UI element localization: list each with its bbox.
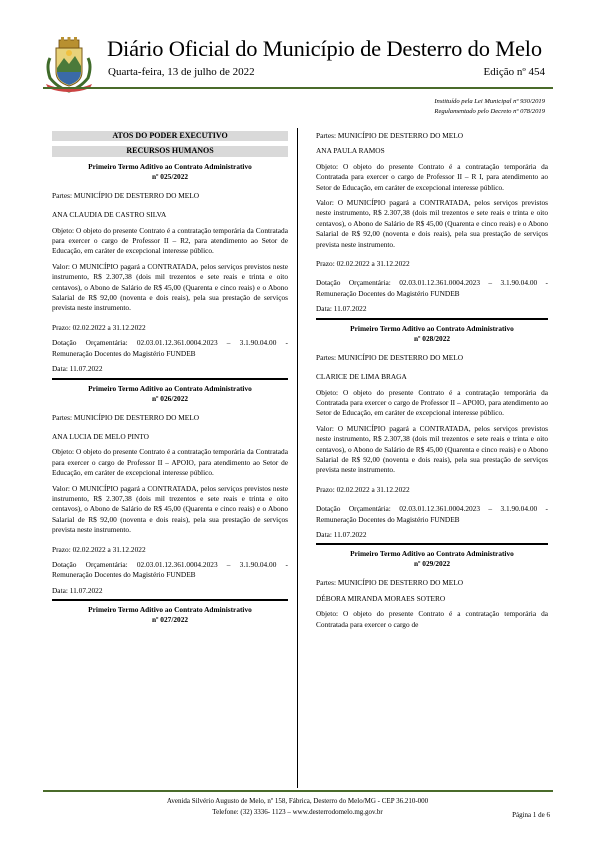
budget-allocation: Dotação Orçamentária: 02.03.01.12.361.0004.2023 – 3.1.90.04.00 - Remuneração Docentes do Magistério FUNDEB [52, 338, 288, 358]
contract-title: Primeiro Termo Aditivo ao Contrato Administrativo [88, 605, 252, 615]
page-number: Página 1 de 6 [512, 811, 550, 819]
contract-parties: Partes: MUNICÍPIO DE DESTERRO DO MELO [316, 131, 464, 140]
column-divider [297, 128, 298, 788]
contract-object: Objeto: O objeto do presente Contrato é a contratação temporária da Contratada para exercer o cargo de Professor II – APOIO, para atendimento ao Setor de Educação, em caráter de excepcional interesse público. [316, 387, 548, 418]
contract-object: Objeto: O objeto do presente Contrato é a contratação temporária da Contratada para exercer o cargo de Professor II – APOIO, para atendimento ao Setor de Educação, em caráter de excepcional interesse público. [52, 447, 288, 478]
contract-object: Objeto: O objeto do presente Contrato é a contratação temporária da Contratada para exercer o cargo de [316, 609, 548, 629]
contractor-name: DÉBORA MIRANDA MORAES SOTERO [316, 593, 446, 603]
contract-number: nº 026/2022 [151, 393, 189, 403]
contract-term: Prazo: 02.02.2022 a 31.12.2022 [316, 484, 410, 494]
institution-law: Instituído pela Lei Municipal nº 930/2019 [434, 98, 545, 105]
contractor-name: CLARICE DE LIMA BRAGA [316, 372, 407, 382]
contract-parties: Partes: MUNICÍPIO DE DESTERRO DO MELO [316, 352, 464, 362]
contract-value: Valor: O MUNICÍPIO pagará a CONTRATADA, pelos serviços previstos neste instrumento, R$ 2.307,38 (dois mil trezentos e sete reais e trinta e oito centavos), o Abono de Salário de R$ 45,00 (Quarenta e cinco reais) e o Abono Salarial de R$ 92,00 (noventa e dois reais), pela sua prestação de serviços prevista neste instrumento. [52, 483, 288, 535]
contract-term: Prazo: 02.02.2022 a 31.12.2022 [52, 322, 146, 332]
coat-of-arms-icon [40, 36, 98, 94]
contract-parties: Partes: MUNICÍPIO DE DESTERRO DO MELO [316, 578, 464, 588]
contract-date: Data: 11.07.2022 [52, 585, 103, 595]
contract-title: Primeiro Termo Aditivo ao Contrato Administrativo [88, 383, 252, 393]
left-column [52, 131, 288, 625]
contract-title: Primeiro Termo Aditivo ao Contrato Administrativo [350, 323, 514, 333]
contract-title: Primeiro Termo Aditivo ao Contrato Administrativo [350, 549, 514, 559]
contractor-name: ANA PAULA RAMOS [316, 146, 385, 156]
footer-contact: Telefone: (32) 3336- 1123 – www.desterrodomelo.mg.gov.br [212, 808, 383, 816]
budget-allocation: Dotação Orçamentária: 02.03.01.12.361.0004.2023 – 3.1.90.04.00 - Remuneração Docentes do Magistério FUNDEB [316, 504, 548, 524]
contract-date: Data: 11.07.2022 [52, 364, 103, 374]
contract-parties: Partes: MUNICÍPIO DE DESTERRO DO MELO [52, 190, 200, 200]
footer-address: Avenida Silvério Augusto de Melo, nº 158, Fábrica, Desterro do Melo/MG - CEP 36.210-000 [166, 797, 429, 805]
budget-allocation: Dotação Orçamentária: 02.03.01.12.361.0004.2023 – 3.1.90.04.00 - Remuneração Docentes do Magistério FUNDEB [316, 278, 548, 298]
contract-term: Prazo: 02.02.2022 a 31.12.2022 [52, 544, 146, 554]
issue-date: Quarta-feira, 13 de julho de 2022 [108, 66, 255, 78]
newspaper-title: Diário Oficial do Município de Desterro do Melo [107, 36, 542, 61]
budget-allocation: Dotação Orçamentária: 02.03.01.12.361.0004.2023 – 3.1.90.04.00 - Remuneração Docentes do Magistério FUNDEB [52, 559, 288, 580]
contract-number: nº 025/2022 [151, 171, 189, 181]
contract-number: nº 027/2022 [151, 615, 189, 625]
contractor-name: ANA CLAUDIA DE CASTRO SILVA [52, 210, 167, 220]
section-subheading: RECURSOS HUMANOS [52, 146, 288, 156]
institution-decree: Regulamentado pelo Decreto nº 078/2019 [434, 108, 545, 115]
right-column [316, 131, 548, 630]
section-heading: ATOS DO PODER EXECUTIVO [52, 131, 288, 141]
footer-rule [43, 790, 553, 792]
contractor-name: ANA LUCIA DE MELO PINTO [52, 431, 149, 441]
header-rule [43, 87, 553, 89]
contract-parties: Partes: MUNICÍPIO DE DESTERRO DO MELO [52, 412, 200, 422]
contract-object: Objeto: O objeto do presente Contrato é a contratação temporária da Contratada para exercer o cargo de Professor II – R I, para atendimento ao Setor de Educação, em caráter de excepcional interesse público. [316, 161, 548, 192]
contract-value: Valor: O MUNICÍPIO pagará a CONTRATADA, pelos serviços previstos neste instrumento, R$ 2.307,38 (dois mil trezentos e sete reais e trinta e oito centavos), o Abono de Salário de R$ 45,00 (Quarenta e cinco reais) e o Abono Salarial de R$ 92,00 (noventa e dois reais), pela sua prestação de serviços prevista neste instrumento. [316, 423, 548, 475]
contract-title: Primeiro Termo Aditivo ao Contrato Administrativo [88, 161, 252, 171]
edition-number: Edição nº 454 [483, 66, 545, 78]
contract-value: Valor: O MUNICÍPIO pagará a CONTRATADA, pelos serviços previstos neste instrumento, R$ 2.307,38 (dois mil trezentos e sete reais e trinta e oito centavos), o Abono de Salário de R$ 45,00 (Quarenta e cinco reais) e o Abono Salarial de R$ 92,00 (noventa e dois reais), pela sua prestação de serviços prevista neste instrumento. [316, 198, 548, 249]
contract-date: Data: 11.07.2022 [316, 304, 367, 314]
contract-object: Objeto: O objeto do presente Contrato é a contratação temporária da Contratada para exercer o cargo de Professor II – R2, para atendimento ao Setor de Educação, em caráter de excepcional interesse público. [52, 225, 288, 256]
contract-term: Prazo: 02.02.2022 a 31.12.2022 [316, 259, 410, 269]
contract-date: Data: 11.07.2022 [316, 529, 367, 539]
contract-number: nº 029/2022 [413, 559, 451, 569]
contract-value: Valor: O MUNICÍPIO pagará a CONTRATADA, pelos serviços previstos neste instrumento, R$ 2.307,38 (dois mil trezentos e sete reais e trinta e oito centavos), o Abono de Salário de R$ 45,00 (Quarenta e cinco reais) e o Abono Salarial de R$ 92,00 (noventa e dois reais), pela sua prestação de serviços prevista neste instrumento. [52, 261, 288, 313]
contract-number: nº 028/2022 [413, 333, 451, 343]
